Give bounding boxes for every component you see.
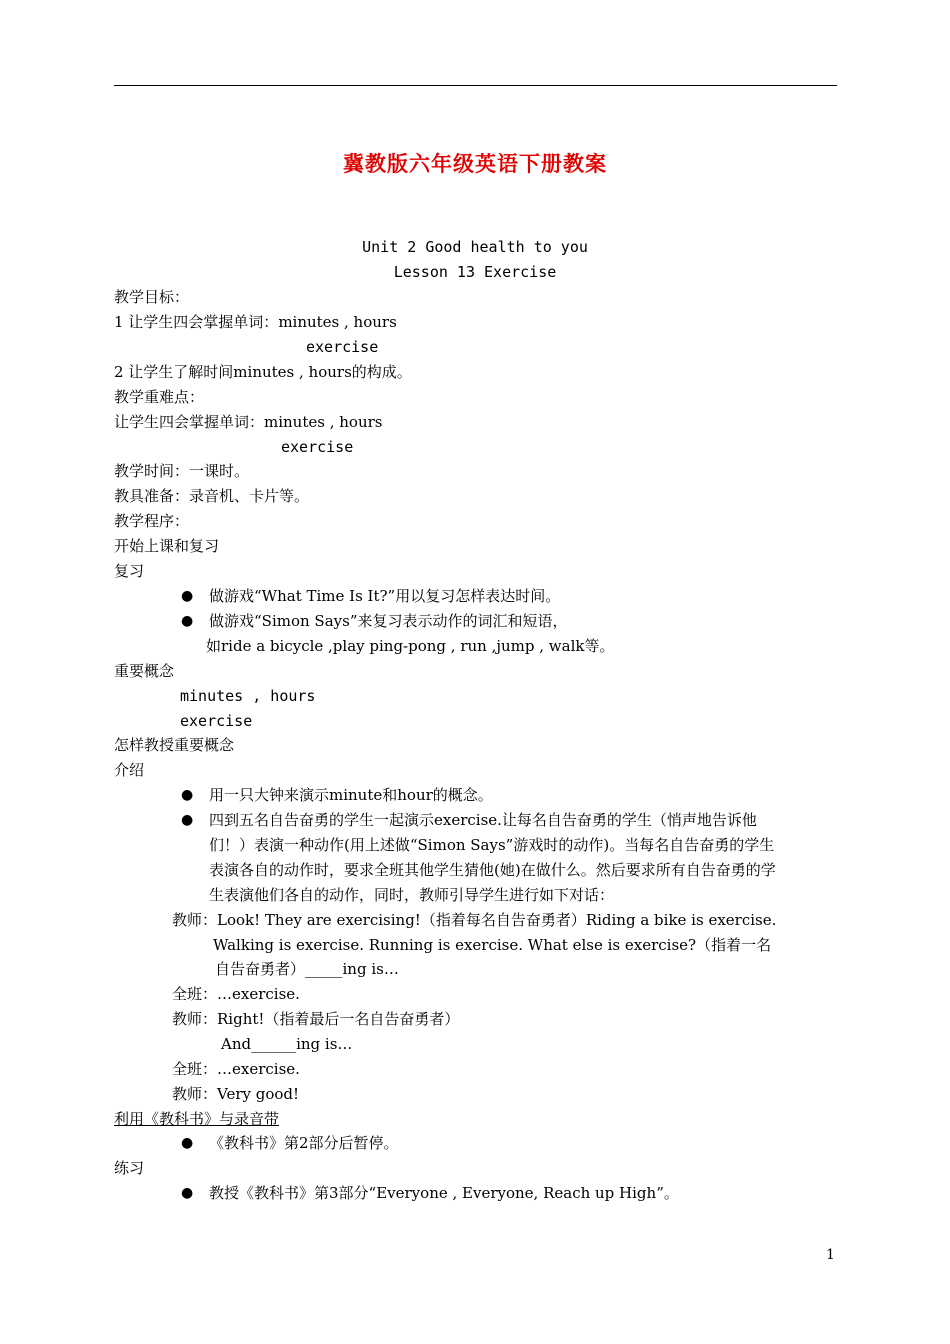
- key-points-1-cont: exercise: [281, 438, 354, 456]
- intro-heading: 介绍: [114, 761, 145, 779]
- concepts-heading: 重要概念: [114, 662, 175, 680]
- dialog-teacher-2-line-1: 教师：Right!（指着最后一名自告奋勇者）: [172, 1010, 460, 1028]
- objective-1: 1 让学生四会掌握单词：minutes , hours: [114, 313, 397, 331]
- header-rule: [114, 85, 837, 86]
- bullet-icon: ●: [181, 1135, 194, 1151]
- concepts-2: exercise: [180, 712, 253, 730]
- dialog-teacher-3: 教师：Very good!: [172, 1085, 300, 1103]
- objectives-heading: 教学目标：: [114, 288, 190, 306]
- review-item-2-cont: 如ride a bicycle ,play ping-pong , run ,jump , walk等。: [206, 637, 615, 655]
- dialog-teacher-1-line-1: 教师：Look! They are exercising!（指着每名自告奋勇者）Riding a bike is exercise.: [172, 911, 777, 929]
- bullet-icon: ●: [181, 588, 194, 604]
- concepts-1: minutes , hours: [180, 687, 316, 705]
- intro-item-1: 用一只大钟来演示minute和hour的概念。: [209, 786, 493, 804]
- bullet-icon: ●: [181, 1185, 194, 1201]
- intro-item-2-line-1: 四到五名自告奋勇的学生一起演示exercise.让每名自告奋勇的学生（悄声地告诉他: [209, 811, 757, 829]
- start-heading: 开始上课和复习: [114, 537, 220, 555]
- lesson-line: Lesson 13 Exercise: [393, 263, 557, 281]
- review-item-2: 做游戏“Simon Says”来复习表示动作的词汇和短语，: [209, 612, 568, 630]
- bullet-icon: ●: [181, 812, 194, 828]
- bullet-icon: ●: [181, 613, 194, 629]
- objective-1-cont: exercise: [306, 338, 379, 356]
- review-item-1: 做游戏“What Time Is It?”用以复习怎样表达时间。: [209, 587, 561, 605]
- key-points-1: 让学生四会掌握单词：minutes , hours: [114, 413, 383, 431]
- bullet-icon: ●: [181, 787, 194, 803]
- procedure-heading: 教学程序：: [114, 512, 190, 530]
- document-title: 冀教版六年级英语下册教案: [343, 152, 607, 176]
- teach-heading: 怎样教授重要概念: [114, 736, 235, 754]
- unit-line: Unit 2 Good health to you: [362, 238, 588, 256]
- time-line: 教学时间：一课时。: [114, 462, 250, 480]
- dialog-class-2: 全班：…exercise.: [172, 1060, 300, 1078]
- intro-item-2-line-2: 们！）表演一种动作(用上述做“Simon Says”游戏时的动作)。当每名自告奋勇的学生: [209, 836, 775, 854]
- key-points-heading: 教学重难点：: [114, 388, 205, 406]
- review-heading: 复习: [114, 562, 145, 580]
- intro-item-2-line-4: 生表演他们各自的动作，同时，教师引导学生进行如下对话：: [209, 886, 615, 904]
- objective-2: 2 让学生了解时间minutes , hours的构成。: [114, 363, 412, 381]
- page-number: 1: [826, 1247, 835, 1263]
- dialog-teacher-1-line-2: Walking is exercise. Running is exercise. What else is exercise?（指着一名: [213, 936, 772, 954]
- practice-item-1: 教授《教科书》第3部分“Everyone , Everyone, Reach up High”。: [209, 1184, 679, 1202]
- intro-item-2-line-3: 表演各自的动作时，要求全班其他学生猜他(她)在做什么。然后要求所有自告奋勇的学: [209, 861, 776, 879]
- dialog-teacher-2-line-2: And______ing is…: [221, 1035, 353, 1053]
- textbook-heading: 利用《教科书》与录音带: [114, 1110, 280, 1128]
- practice-heading: 练习: [114, 1159, 145, 1177]
- textbook-item-1: 《教科书》第2部分后暂停。: [209, 1134, 399, 1152]
- dialog-teacher-1-line-3: 自告奋勇者）_____ing is…: [215, 960, 399, 978]
- tools-line: 教具准备：录音机、卡片等。: [114, 487, 310, 505]
- dialog-class-1: 全班：…exercise.: [172, 985, 300, 1003]
